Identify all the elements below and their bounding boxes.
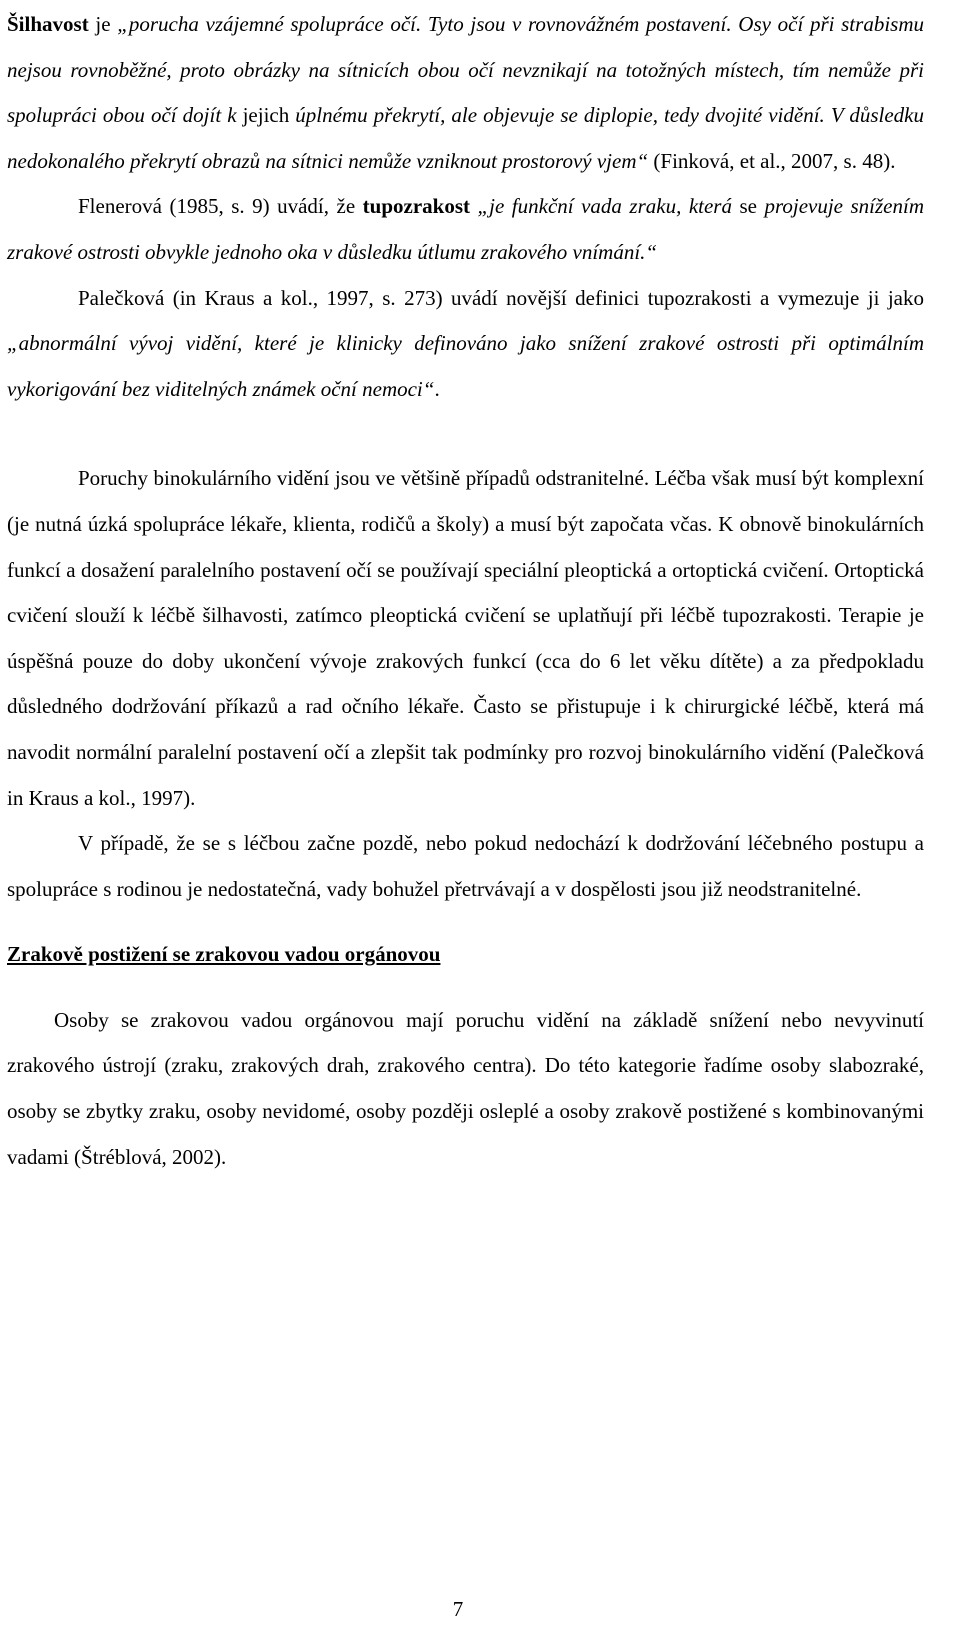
paragraph-gap <box>7 412 924 456</box>
citation: (Finková, et al., 2007, s. 48). <box>648 148 896 173</box>
intro-text: Palečková (in Kraus a kol., 1997, s. 273) uvádí novější definici tupozrakosti a vymezuje ji jako <box>78 285 924 310</box>
end-punctuation: . <box>434 376 440 401</box>
amblyopia-definition-end: projevuje snížením zrakové ostrosti obvykle jednoho oka v důsledku útlumu zrakového vnímání.“ <box>7 194 924 264</box>
page-number: 7 <box>452 1597 464 1621</box>
quoted-definition: „abnormální vývoj vidění, které je klinicky definováno jako snížení zrakové ostrosti při optimálním vykorigování bez viditelných známek oční nemoci“ <box>7 331 924 401</box>
term-silhavost: Šilhavost <box>7 12 89 36</box>
paragraph-organic-impairment: Osoby se zrakovou vadou orgánovou mají poruchu vidění na základě snížení nebo nevyvinutí zrakového ústrojí (zraku, zrakových drah, zrakového centra). Do této kategorie řadíme osoby slabozraké, osoby se zbytky zraku, osoby nevidomé, osoby později osleplé a osoby zrakově postižené s kombinovanými vadami (Štréblová, 2002). <box>7 1007 924 1169</box>
section-gap <box>7 912 924 932</box>
paragraph-amblyopia <box>7 184 924 275</box>
section-gap <box>7 978 924 998</box>
strabismus-definition: „porucha vzájemné spolupráce očí. Tyto jsou v rovnovážném postavení. Osy očí při strabismu nejsou rovnoběžné, proto obrázky na sítnicích obou očí nevznikají na totožných místech, tím nemůže při spolupráci obou očí dojít k <box>7 12 924 128</box>
paragraph-treatment: Poruchy binokulárního vidění jsou ve většině případů odstranitelné. Léčba však musí být komplexní (je nutná úzká spolupráce lékaře, klienta, rodičů a školy) a musí být započata včas. K obnově binokulárních funkcí a dosažení paralelního postavení očí se používají speciální pleoptická a ortoptická cvičení. Ortoptická cvičení slouží k léčbě šilhavosti, zatímco pleoptická cvičení se uplatňují při léčbě tupozrakosti. Terapie je úspěšná pouze do doby ukončení vývoje zrakových funkcí (cca do 6 let věku dítěte) a za předpokladu důsledného dodržování příkazů a rad očního lékaře. Často se přistupuje i k chirurgické léčbě, která má navodit normální paralelní postavení očí a zlepšit tak podmínky pro rozvoj binokulárního vidění (Palečková in Kraus a kol., 1997). <box>7 466 924 810</box>
strabismus-definition-end: úplnému překrytí, ale objevuje se diplopie, tedy dvojité vidění. V důsledku nedokonalého překrytí obrazů na sítnici nemůže vzniknout prostorový vjem“ <box>7 103 924 173</box>
connector-text: je <box>88 12 118 36</box>
amblyopia-definition: „je funkční vada zraku, která <box>469 194 732 219</box>
plain-text: se <box>731 194 765 219</box>
term-tupozrakost: tupozrakost <box>362 194 470 219</box>
plain-text: jejich <box>236 103 296 128</box>
section-heading: Zrakově postižení se zrakovou vadou orgánovou <box>7 942 441 967</box>
paragraph-strabismus <box>7 2 924 184</box>
paragraph-late-treatment: V případě, že se s léčbou začne pozdě, nebo pokud nedochází k dodržování léčebného postupu a spolupráce s rodinou je nedostatečná, vady bohužel přetrvávají a v dospělosti jsou již neodstranitelné. <box>7 831 924 901</box>
paragraph-newer-definition <box>7 276 924 413</box>
intro-text: Flenerová (1985, s. 9) uvádí, že <box>78 194 363 219</box>
